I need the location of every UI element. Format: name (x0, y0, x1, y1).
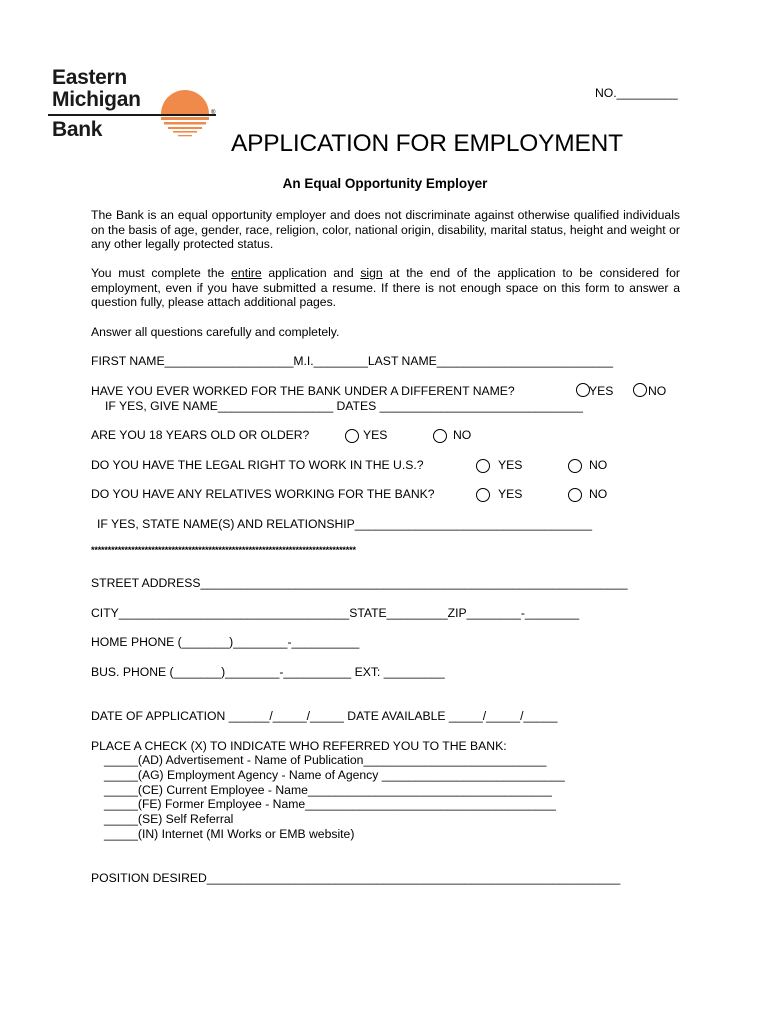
instructions-part3: at the end of the application to be considered for employment, even if you have submitted a resume. If there is not enough space on this form to answer a question fully, please attach additional pages. (91, 266, 680, 310)
instructions-entire: entire (231, 266, 262, 280)
business-phone-field[interactable]: BUS. PHONE (_______)________-__________ EXT: _________ (91, 665, 445, 679)
city-state-zip-fields[interactable]: CITY__________________________________STATE_________ZIP________-________ (91, 606, 580, 620)
referral-option-ag[interactable]: _____(AG) Employment Agency - Name of Agency ___________________________ (104, 768, 565, 782)
relatives-yes-label: YES (498, 487, 523, 501)
age-yes-radio[interactable] (345, 429, 359, 443)
street-address-field[interactable]: STREET ADDRESS_______________________________________________________________ (91, 576, 628, 590)
worked-no-label: NO (648, 384, 667, 398)
referral-option-ad[interactable]: _____(AD) Advertisement - Name of Publication___________________________ (104, 753, 547, 767)
legal-no-label: NO (589, 458, 608, 472)
page-title: APPLICATION FOR EMPLOYMENT (231, 130, 623, 157)
age-question: ARE YOU 18 YEARS OLD OR OLDER? (91, 428, 310, 442)
age-no-label: NO (453, 428, 472, 442)
relatives-no-radio[interactable] (568, 488, 582, 502)
legal-yes-radio[interactable] (476, 459, 490, 473)
bank-logo (48, 66, 223, 146)
relatives-no-label: NO (589, 487, 608, 501)
asterisk-separator: ******************************************************************************* (91, 545, 356, 555)
logo-line-eastern: Eastern (52, 66, 127, 89)
instructions-paragraph (91, 266, 680, 310)
referral-heading: PLACE A CHECK (X) TO INDICATE WHO REFERRED YOU TO THE BANK: (91, 739, 507, 753)
referral-option-in[interactable]: _____(IN) Internet (MI Works or EMB website) (104, 827, 355, 841)
referral-option-se[interactable]: _____(SE) Self Referral (104, 812, 234, 826)
instructions-part1: You must complete the (91, 266, 232, 280)
worked-yes-radio[interactable] (576, 383, 590, 397)
age-no-radio[interactable] (433, 429, 447, 443)
logo-line-bank: Bank (52, 118, 103, 141)
legal-no-radio[interactable] (568, 459, 582, 473)
relatives-yes-radio[interactable] (476, 488, 490, 502)
answer-all-note: Answer all questions carefully and completely. (91, 325, 340, 339)
worked-followup-fields[interactable]: IF YES, GIVE NAME_________________ DATES ______________________________ (105, 399, 583, 413)
instructions-sign: sign (360, 266, 383, 280)
logo-line-michigan: Michigan (52, 88, 141, 111)
sun-logo-icon (158, 88, 212, 144)
page-subtitle: An Equal Opportunity Employer (282, 176, 488, 191)
date-fields[interactable]: DATE OF APPLICATION ______/_____/_____ DATE AVAILABLE _____/_____/_____ (91, 709, 558, 723)
eeo-statement: The Bank is an equal opportunity employer and does not discriminate against otherwise qualified individuals on the basis of age, gender, race, religion, color, national origin, disability, marital status, height and weight or any other legally protected status. (91, 208, 680, 252)
relatives-followup-field[interactable]: IF YES, STATE NAME(S) AND RELATIONSHIP___________________________________ (97, 517, 593, 531)
position-desired-field[interactable]: POSITION DESIRED_____________________________________________________________ (91, 871, 621, 885)
home-phone-field[interactable]: HOME PHONE (_______)________-__________ (91, 635, 360, 649)
age-yes-label: YES (363, 428, 388, 442)
worked-question: HAVE YOU EVER WORKED FOR THE BANK UNDER A DIFFERENT NAME? (91, 384, 515, 398)
instructions-part2: application and (261, 266, 361, 280)
worked-yes-label: YES (589, 384, 614, 398)
relatives-question: DO YOU HAVE ANY RELATIVES WORKING FOR THE BANK? (91, 487, 435, 501)
legal-yes-label: YES (498, 458, 523, 472)
worked-no-radio[interactable] (633, 383, 647, 397)
form-number-field[interactable]: NO._________ (595, 86, 678, 100)
referral-option-ce[interactable]: _____(CE) Current Employee - Name____________________________________ (104, 783, 552, 797)
registered-mark: ® (211, 110, 216, 116)
referral-option-fe[interactable]: _____(FE) Former Employee - Name_____________________________________ (104, 797, 556, 811)
legal-question: DO YOU HAVE THE LEGAL RIGHT TO WORK IN THE U.S.? (91, 458, 424, 472)
name-fields[interactable]: FIRST NAME___________________M.I.________LAST NAME__________________________ (91, 354, 613, 368)
